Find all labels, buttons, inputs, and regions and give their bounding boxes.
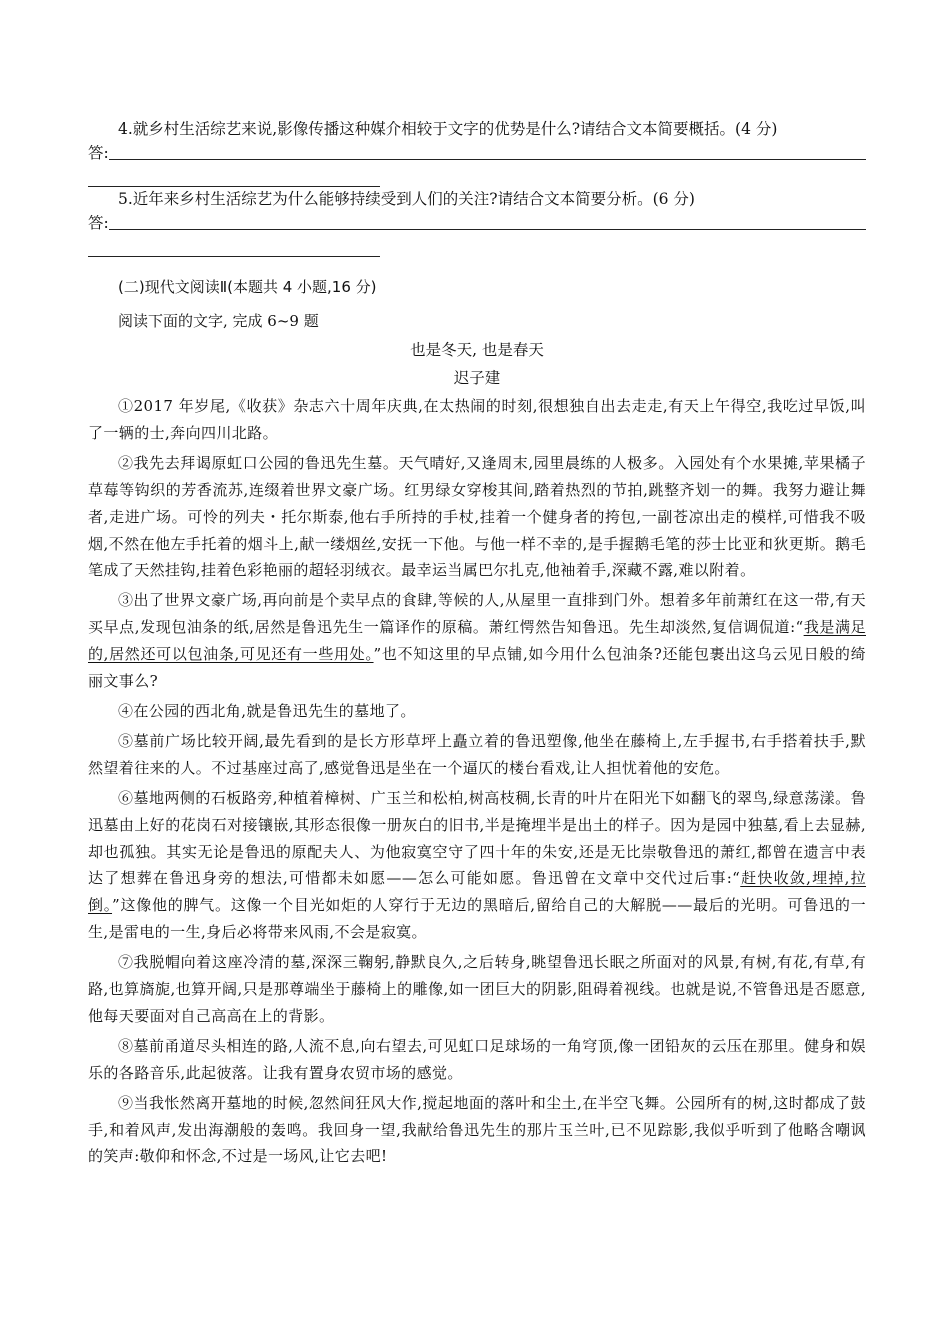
question-5 [88, 188, 866, 257]
article-author: 迟子建 [453, 369, 501, 387]
article-title: 也是冬天, 也是春天 [410, 341, 544, 359]
paragraph-2: ②我先去拜谒原虹口公园的鲁迅先生墓。天气晴好,又逢周末,园里晨练的人极多。入园处有个水果摊,苹果橘子草莓等钩织的芳香流苏,连缀着世界文豪广场。红男绿女穿梭其间,踏着热烈的节拍,跳整齐划一的舞。我努力避让舞者,走进广场。可怜的列夫・托尔斯泰,他右手所持的手杖,挂着一个健身者的挎包,一副苍凉出走的模样,可惜我不吸烟,不然在他左手托着的烟斗上,献一缕烟丝,安抚一下他。与他一样不幸的,是手握鹅毛笔的莎士比亚和狄更斯。鹅毛笔成了天然挂钩,挂着色彩艳丽的超轻羽绒衣。最幸运当属巴尔扎克,他袖着手,深藏不露,难以附着。 [88, 453, 866, 580]
answer-line[interactable] [109, 213, 866, 230]
question-5-text: 5.近年来乡村生活综艺为什么能够持续受到人们的关注?请结合文本简要分析。(6 分) [118, 190, 695, 208]
paragraph-6 [88, 785, 866, 946]
question-4-text: 4.就乡村生活综艺来说,影像传播这种媒介相较于文字的优势是什么?请结合文本简要概括。(4 分) [118, 120, 778, 138]
answer-area-4[interactable] [88, 142, 866, 164]
paragraph-text: ”也不知这里的早点铺,如今用什么包油条?还能包裹出这乌云见日般的绮丽文事么? [88, 645, 866, 691]
paragraph-9: ⑨当我怅然离开墓地的时候,忽然间狂风大作,搅起地面的落叶和尘土,在半空飞舞。公园所有的树,这时都成了鼓手,和着风声,发出海潮般的轰鸣。我回身一望,我献给鲁迅先生的那片玉兰叶,已不见踪影,我似乎听到了他略含嘲讽的笑声:敬仰和怀念,不过是一场风,让它去吧! [88, 1093, 866, 1166]
answer-line[interactable] [109, 143, 866, 160]
reading-passage [88, 393, 866, 1173]
paragraph-text: ”这像他的脾气。这像一个目光如炬的人穿行于无边的黑暗后,留给自己的大解脱——最后的光明。可鲁迅的一生,是雷电的一生,身后必将带来风雨,不会是寂寞。 [88, 896, 866, 942]
paragraph-3 [88, 587, 866, 695]
paragraph-text: ③出了世界文豪广场,再向前是个卖早点的食肆,等候的人,从屋里一直排到门外。想着多年前萧红在这一带,有天买早点,发现包油条的纸,居然是鲁迅先生一篇译作的原稿。萧红愕然告知鲁迅。先生却淡然,复信调侃道:“ [88, 591, 866, 637]
paragraph-1: ①2017 年岁尾,《收获》杂志六十周年庆典,在太热闹的时刻,很想独自出去走走,有天上午得空,我吃过早饭,叫了一辆的士,奔向四川北路。 [88, 397, 866, 442]
underlined-quote: 我是满足的,居然还可以包油条,可见还有一些用处。 [88, 618, 866, 664]
section-instruction: 阅读下面的文字, 完成 6~9 题 [118, 312, 319, 330]
underlined-quote: 赶快收敛,埋掉,拉倒。 [88, 869, 867, 915]
paragraph-4: ④在公园的西北角,就是鲁迅先生的墓地了。 [118, 701, 416, 720]
answer-label: 答: [88, 214, 109, 232]
paragraph-text: ⑥墓地两侧的石板路旁,种植着樟树、广玉兰和松柏,树高枝稠,长青的叶片在阳光下如翻飞的翠鸟,绿意荡漾。鲁迅墓由上好的花岗石对接镶嵌,其形态很像一册灰白的旧书,半是掩埋半是出土的样子。因为是园中独墓,看上去显赫,却也孤独。其实无论是鲁迅的原配夫人、为他寂寞空守了四十年的朱安,还是无比崇敬鲁迅的萧红,都曾在遗言中表达了想葬在鲁迅身旁的想法,可惜都未如愿——怎么可能如愿。鲁迅曾在文章中交代过后事:“ [88, 788, 866, 888]
question-4 [88, 118, 866, 187]
answer-label: 答: [88, 144, 109, 162]
answer-line[interactable] [88, 234, 380, 257]
paragraph-8: ⑧墓前甬道尽头相连的路,人流不息,向右望去,可见虹口足球场的一角穹顶,像一团铅灰的云压在那里。健身和娱乐的各路音乐,此起彼落。让我有置身农贸市场的感觉。 [88, 1036, 866, 1082]
section-heading: (二)现代文阅读Ⅱ(本题共 4 小题,16 分) [118, 278, 377, 296]
paragraph-7: ⑦我脱帽向着这座冷清的墓,深深三鞠躬,静默良久,之后转身,眺望鲁迅长眠之所面对的风景,有树,有花,有草,有路,也算旖旎,也算开阔,只是那尊端坐于藤椅上的雕像,如一团巨大的阴影,阻碍着视线。也就是说,不管鲁迅是否愿意,他每天要面对自己高高在上的背影。 [88, 953, 866, 1025]
paragraph-5: ⑤墓前广场比较开阔,最先看到的是长方形草坪上矗立着的鲁迅塑像,他坐在藤椅上,左手握书,右手搭着扶手,默然望着往来的人。不过基座过高了,感觉鲁迅是坐在一个逼仄的楼台看戏,让人担忧着他的安危。 [88, 731, 866, 777]
answer-area-5[interactable] [88, 212, 866, 234]
answer-line[interactable] [88, 164, 380, 187]
